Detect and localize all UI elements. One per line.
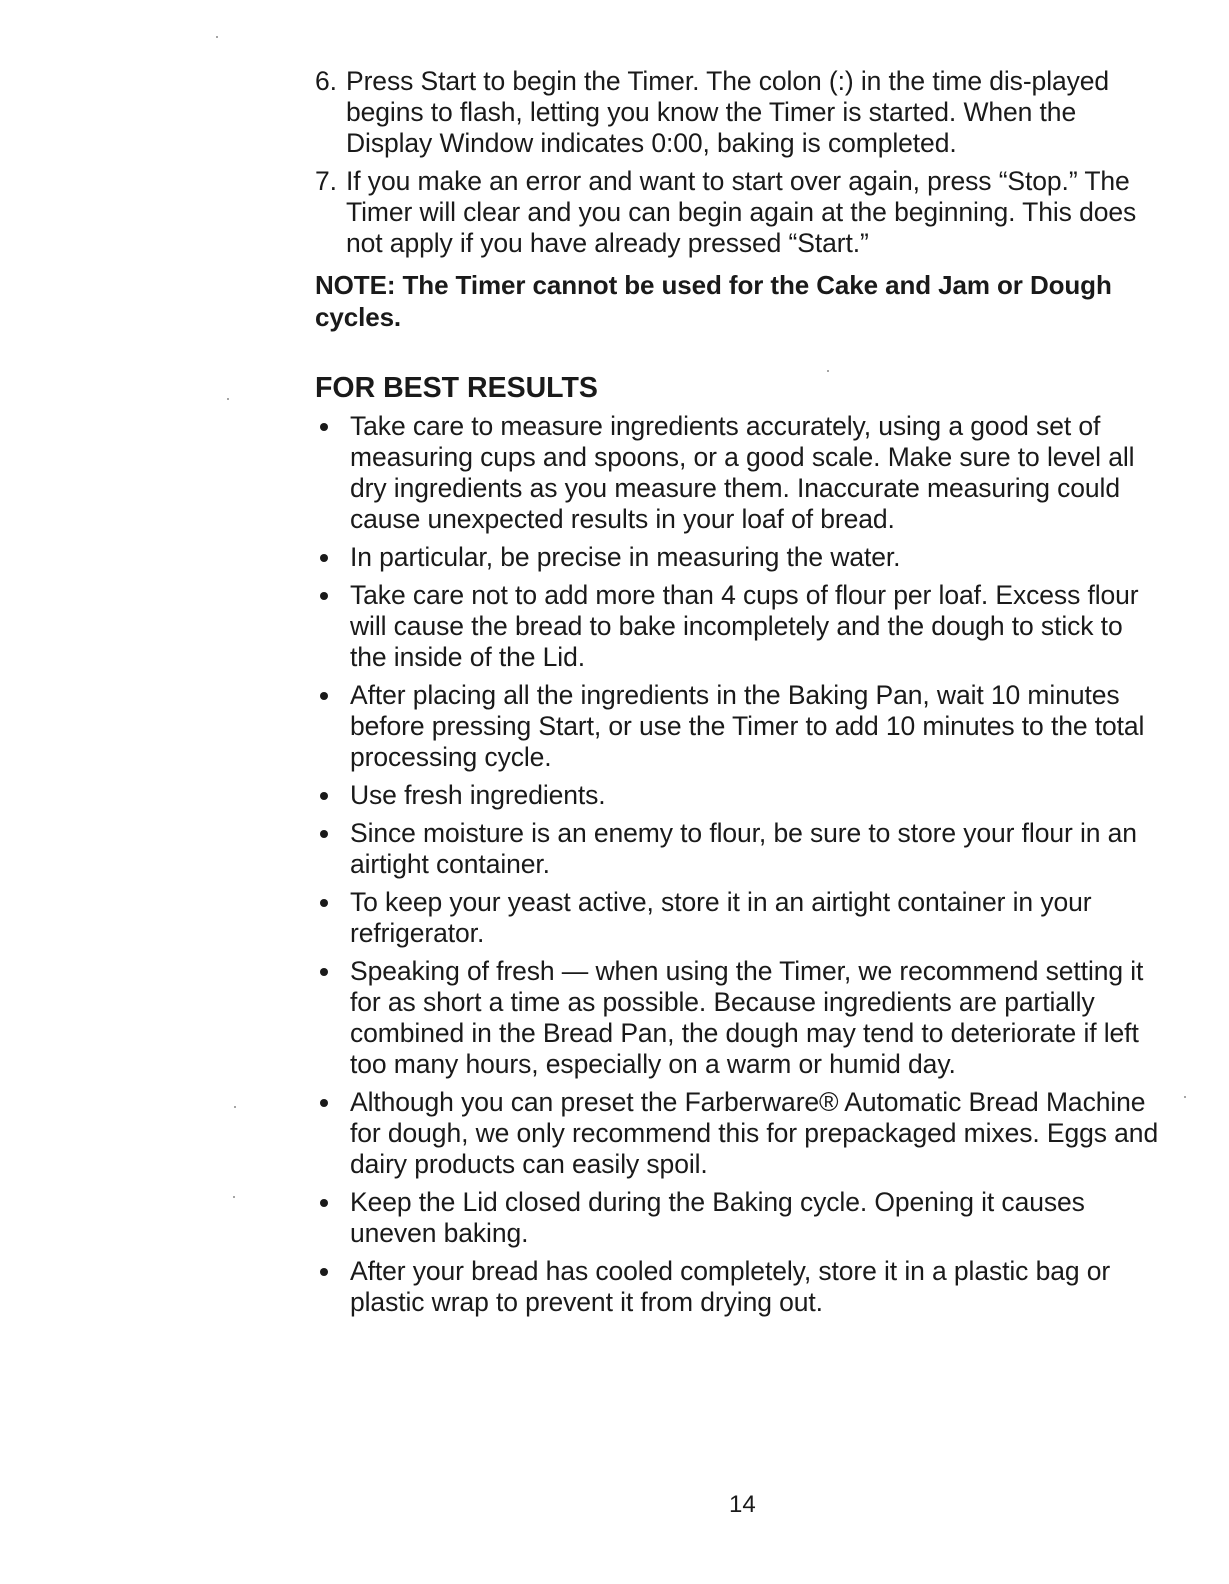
- list-item-text: Keep the Lid closed during the Baking cycle. Opening it causes uneven baking.: [350, 1187, 1085, 1248]
- bullet-icon: [320, 1268, 328, 1276]
- step-7: [315, 166, 1160, 259]
- step-number: 7.: [315, 166, 337, 196]
- list-item: [315, 542, 1160, 573]
- scan-speck: [233, 1196, 235, 1198]
- list-item: [315, 818, 1160, 880]
- list-item: [315, 580, 1160, 673]
- list-item: [315, 780, 1160, 811]
- scan-speck: [234, 1106, 236, 1108]
- step-text: Press Start to begin the Timer. The colon (:) in the time dis-played begins to flash, letting you know the Timer is started. When the Display Window indicates 0:00, baking is completed.: [346, 66, 1110, 158]
- scan-speck: [227, 398, 229, 400]
- bullet-icon: [320, 423, 328, 431]
- bullet-icon: [320, 554, 328, 562]
- section-title: FOR BEST RESULTS: [315, 372, 598, 404]
- scan-speck: [216, 36, 218, 38]
- list-item-text: In particular, be precise in measuring the water.: [350, 542, 901, 572]
- list-item: [315, 1087, 1160, 1180]
- list-item: [315, 887, 1160, 949]
- scan-speck: [827, 370, 829, 372]
- list-item-text: Since moisture is an enemy to flour, be sure to store your flour in an airtight container.: [350, 818, 1137, 879]
- list-item-text: To keep your yeast active, store it in an airtight container in your refrigerator.: [350, 887, 1092, 948]
- bullet-icon: [320, 830, 328, 838]
- list-item: [315, 1187, 1160, 1249]
- list-item-text: Take care to measure ingredients accurately, using a good set of measuring cups and spoons, or a good scale. Make sure to level all dry ingredients as you measure them. Inaccurate measuring could cause unexpected results in your loaf of bread.: [350, 411, 1135, 534]
- bullet-icon: [320, 1099, 328, 1107]
- step-text: If you make an error and want to start over again, press “Stop.” The Timer will clear and you can begin again at the beginning. This does not apply if you have already pressed “Start.”: [346, 166, 1137, 258]
- list-item: [315, 680, 1160, 773]
- page-number: 14: [729, 1491, 756, 1518]
- step-number: 6.: [315, 66, 337, 96]
- list-item-text: Use fresh ingredients.: [350, 780, 606, 810]
- scan-speck: [1184, 1096, 1186, 1098]
- timer-note: NOTE: The Timer cannot be used for the Cake and Jam or Dough cycles.: [315, 270, 1112, 332]
- list-item-text: Although you can preset the Farberware® Automatic Bread Machine for dough, we only recommend this for prepackaged mixes. Eggs and dairy products can easily spoil.: [350, 1087, 1159, 1179]
- bullet-icon: [320, 1199, 328, 1207]
- bullet-icon: [320, 592, 328, 600]
- bullet-icon: [320, 692, 328, 700]
- list-item-text: Take care not to add more than 4 cups of flour per loaf. Excess flour will cause the bread to bake incompletely and the dough to stick to the inside of the Lid.: [350, 580, 1139, 672]
- list-item: [315, 1256, 1160, 1318]
- bullet-icon: [320, 899, 328, 907]
- list-item-text: Speaking of fresh — when using the Timer, we recommend setting it for as short a time as possible. Because ingredients are partially combined in the Bread Pan, the dough may tend to deteriorate if left too many hours, especially on a warm or humid day.: [350, 956, 1144, 1079]
- list-item-text: After your bread has cooled completely, store it in a plastic bag or plastic wrap to prevent it from drying out.: [350, 1256, 1111, 1317]
- list-item: [315, 956, 1160, 1080]
- best-results-list: [315, 411, 1160, 1318]
- bullet-icon: [320, 792, 328, 800]
- step-6: [315, 66, 1160, 159]
- bullet-icon: [320, 968, 328, 976]
- page-content: [315, 66, 1160, 1325]
- list-item: [315, 411, 1160, 535]
- list-item-text: After placing all the ingredients in the Baking Pan, wait 10 minutes before pressing Start, or use the Timer to add 10 minutes to the total processing cycle.: [350, 680, 1145, 772]
